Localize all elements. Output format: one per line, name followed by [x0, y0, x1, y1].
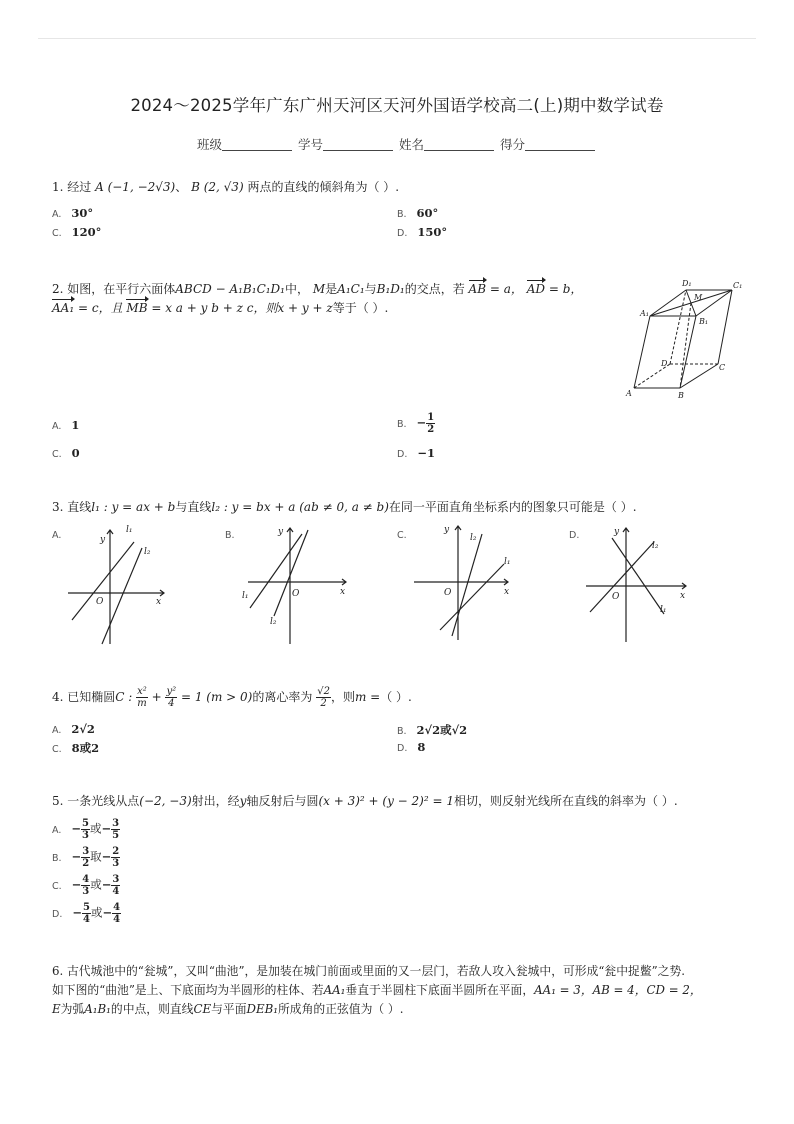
parallelepiped-figure: [620, 276, 750, 406]
q4-option-a[interactable]: A. 2√2: [52, 722, 95, 736]
label-A: A: [626, 389, 632, 398]
class-blank[interactable]: [222, 136, 292, 151]
q2-option-c[interactable]: C. 0: [52, 446, 80, 460]
q3-graph-b: [238, 520, 353, 650]
svg-text:O: O: [444, 588, 452, 598]
q4-option-b[interactable]: B. 2√2或√2: [397, 723, 468, 737]
svg-text:l₂: l₂: [652, 541, 659, 551]
svg-text:O: O: [612, 592, 620, 602]
edge-BB1: [680, 316, 696, 388]
q4-option-d[interactable]: D. 8: [397, 740, 426, 754]
question-1: 1. 经过 A (−1, −2√3)、 B (2, √3) 两点的直线的倾斜角为（ ）.: [52, 180, 400, 194]
score-blank[interactable]: [525, 136, 595, 151]
q1-option-a[interactable]: A. 30°: [52, 206, 94, 220]
fraction: $\frac{1}{2}$: [427, 412, 435, 435]
svg-text:O: O: [96, 597, 104, 607]
q4-option-c[interactable]: C. 8或2: [52, 741, 100, 755]
svg-text:l₂: l₂: [470, 533, 477, 543]
question-2: 2. 如图，在平行六面体ABCD − A₁B₁C₁D₁中， M是A₁C₁与B₁D₁的交点，若 AB = a， AD = b， AA₁ = c，且 MB = x a + y b + z c，则x + y + z等于（ ）.: [52, 280, 612, 318]
field-class: 班级: [197, 135, 294, 153]
svg-text:l₁: l₁: [242, 591, 249, 601]
q5-option-a[interactable]: A. − $\frac{5}{3}$ 或− $\frac{3}{5}$: [52, 818, 120, 841]
question-3: 3. 直线l₁ : y = ax + b与直线l₂ : y = bx + a (ab ≠ 0, a ≠ b)在同一平面直角坐标系内的图象只可能是（ ）.: [52, 500, 637, 514]
svg-text:y: y: [278, 527, 284, 537]
svg-text:y: y: [444, 525, 450, 535]
label-B: B: [678, 391, 684, 400]
fraction-e: $\frac{√2}{2}$: [317, 686, 330, 709]
q3-option-a[interactable]: A.: [52, 530, 62, 541]
svg-text:x: x: [504, 587, 510, 597]
question-6: 6. 古代城池中的“瓮城”，又叫“曲池”，是加装在城门前面或里面的又一层门，若敌人攻入瓮城中，可形成“瓮中捉鳖”之势. 如下图的“曲池”是上、下底面均为半圆形的柱体、若AA₁垂直于半圆柱下底面半圆所在平面，AA₁ = 3，AB = 4，CD = 2， E为弧A₁B₁的中点，则直线CE与平面DEB₁所成角的正弦值为（ ）.: [52, 964, 702, 1016]
svg-text:x: x: [680, 591, 686, 601]
label-C: C: [719, 363, 726, 372]
q3-graph-c: [408, 520, 518, 650]
q5-option-b[interactable]: B. − $\frac{3}{2}$ 取− $\frac{2}{3}$: [52, 846, 120, 869]
svg-text:l₂: l₂: [144, 547, 151, 557]
q3-option-d[interactable]: D.: [569, 530, 580, 541]
fraction-y: $\frac{\text{y²}}{4}$: [166, 686, 177, 709]
question-4: 4. 已知椭圆C : $\frac{\text{x²}}{m}$ + $\frac{\text{y²}}{4}$ = 1 (m > 0)的离心率为 $\frac{√2}{2}$ ，则m =（ ）.: [52, 686, 412, 709]
q3-option-c[interactable]: C.: [397, 530, 407, 541]
label-A1: A₁: [640, 309, 649, 318]
q2-option-b[interactable]: B. − $\frac{1}{2}$: [397, 412, 435, 435]
q1-option-d[interactable]: D. 150°: [397, 225, 448, 239]
q2-option-d[interactable]: D. −1: [397, 446, 435, 460]
number-blank[interactable]: [323, 136, 393, 151]
line-l1: [72, 542, 134, 620]
edge-CC1: [718, 290, 732, 364]
edge-AA1: [634, 316, 650, 388]
label-B1: B₁: [699, 317, 709, 326]
svg-text:y: y: [614, 527, 620, 537]
svg-text:l₁: l₁: [660, 605, 667, 615]
svg-text:x: x: [156, 597, 162, 607]
student-info-row: [0, 135, 794, 153]
question-5: 5. 一条光线从点(−2, −3)射出，经y轴反射后与圆(x + 3)² + (y − 2)² = 1相切，则反射光线所在直线的斜率为（ ）.: [52, 794, 678, 808]
top-divider: [38, 38, 756, 39]
line-l2: [102, 548, 142, 644]
q3-graph-d: [582, 520, 692, 650]
name-blank[interactable]: [424, 136, 494, 151]
svg-text:O: O: [292, 589, 300, 599]
field-name: 姓名: [399, 135, 496, 153]
edge-BC: [680, 364, 718, 388]
label-D: D: [661, 359, 668, 368]
edge-A1D1: [650, 290, 686, 316]
svg-text:l₁: l₁: [504, 557, 511, 567]
svg-text:y: y: [100, 535, 106, 545]
svg-text:l₁: l₁: [126, 525, 133, 535]
field-number: 学号: [298, 135, 395, 153]
q1-option-c[interactable]: C. 120°: [52, 225, 102, 239]
label-D1: D₁: [682, 279, 692, 288]
q2-option-a[interactable]: A. 1: [52, 418, 80, 432]
q5-option-d[interactable]: D. − $\frac{5}{4}$ 或− $\frac{4}{4}$: [52, 902, 121, 925]
line-l2: [452, 534, 482, 636]
exam-title: 2024～2025学年广东广州天河区天河外国语学校高二(上)期中数学试卷: [130, 96, 664, 115]
q3-option-b[interactable]: B.: [225, 530, 235, 541]
q5-option-c[interactable]: C. − $\frac{4}{3}$ 或− $\frac{3}{4}$: [52, 874, 120, 897]
edge-DD1: [670, 290, 686, 364]
q3-graph-a: [64, 520, 174, 650]
q1-option-b[interactable]: B. 60°: [397, 206, 439, 220]
label-M: M: [694, 293, 703, 302]
field-score: 得分: [500, 135, 597, 153]
line-l2: [274, 530, 308, 616]
svg-text:l₂: l₂: [270, 617, 277, 627]
label-C1: C₁: [733, 281, 743, 290]
svg-text:x: x: [340, 587, 346, 597]
fraction-x: $\frac{\text{x²}}{m}$: [137, 686, 147, 709]
